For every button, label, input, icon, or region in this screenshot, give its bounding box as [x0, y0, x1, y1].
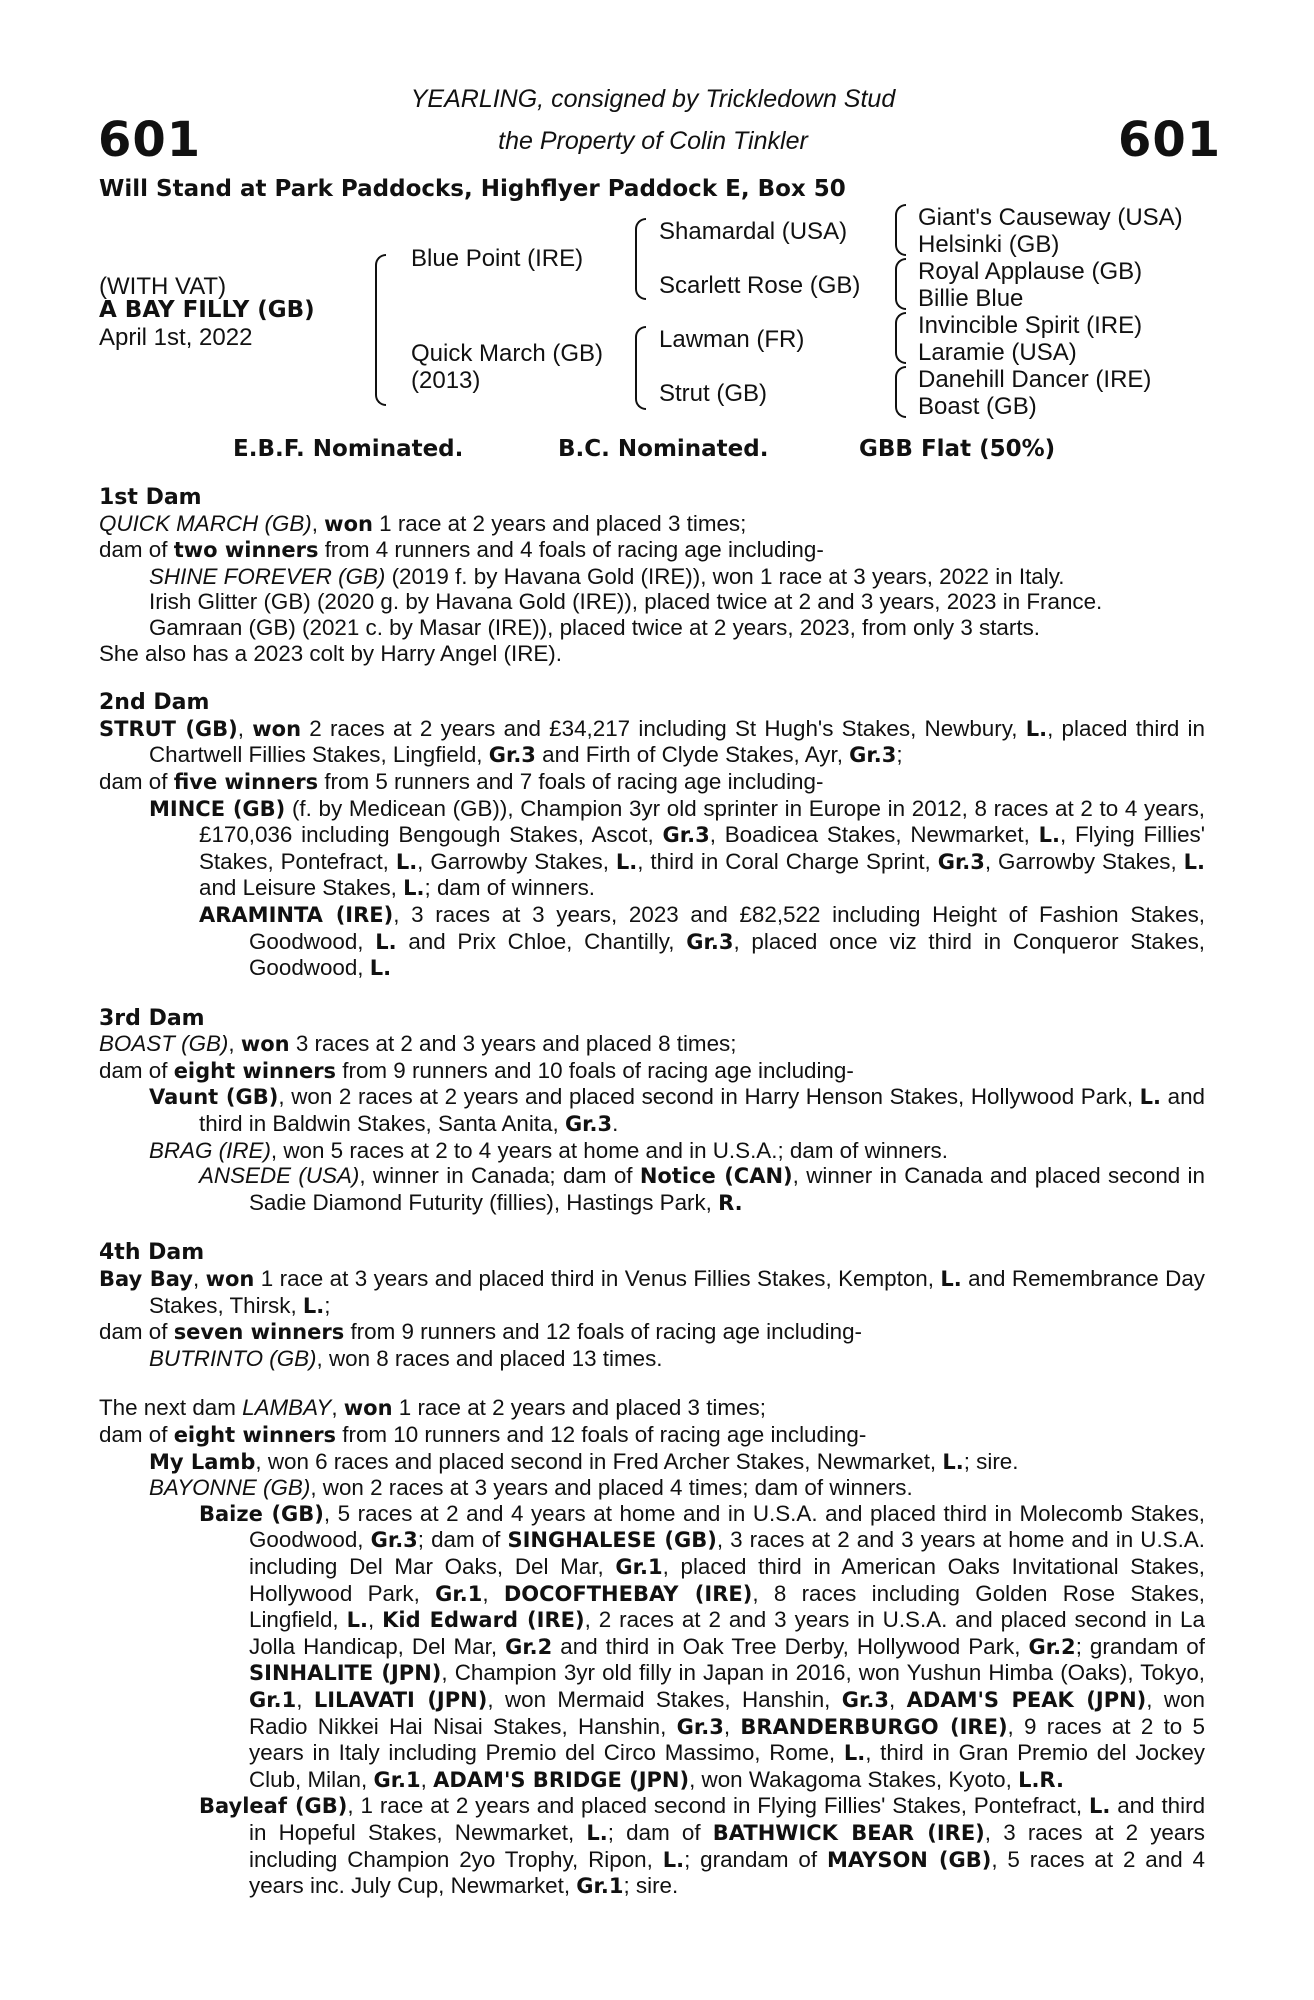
text-run: 3 races at 2 and 3 years and placed 8 times;: [289, 1031, 737, 1057]
text-run: DOCOFTHEBAY (IRE): [503, 1581, 753, 1606]
text-run: from 9 runners and 12 foals of racing age including-: [344, 1319, 863, 1345]
text-run: ; dam of: [607, 1819, 713, 1845]
section-heading: 2nd Dam: [99, 690, 210, 716]
bc-nomination: B.C. Nominated.: [558, 436, 769, 462]
pedigree-brace-gen3-2: [895, 258, 906, 310]
text-run: BOAST (GB): [99, 1031, 229, 1057]
text-run: , won 8 races and placed 13 times.: [316, 1345, 663, 1371]
text-run: ; sire.: [623, 1873, 679, 1899]
dam-year: (2013): [411, 367, 481, 394]
text-run: MAYSON (GB): [826, 1847, 992, 1872]
text-run: Gr.3: [370, 1528, 418, 1553]
text-run: , third in Gran Premio del Jockey Club, Milan,: [249, 1740, 1206, 1792]
text-run: She also has a 2023 colt by Harry Angel (IRE).: [99, 640, 562, 666]
text-run: Gamraan (GB) (2021 c. by Masar (IRE)), placed twice at 2 years, 2023, from only 3 starts.: [149, 614, 1040, 640]
text-run: eight winners: [173, 1058, 337, 1083]
text-run: SINHALITE (JPN): [249, 1661, 442, 1686]
text-run: Notice (CAN): [639, 1164, 793, 1189]
section-body: [99, 1266, 1205, 1371]
text-run: and Leisure Stakes,: [199, 875, 404, 901]
text-run: L.: [942, 1449, 964, 1474]
text-run: , won Mermaid Stakes, Hanshin,: [487, 1686, 842, 1712]
pedigree-paragraph: [99, 537, 1205, 564]
text-run: ,: [311, 510, 325, 536]
text-run: L.: [1038, 823, 1060, 848]
text-run: Gr.1: [373, 1767, 421, 1792]
text-run: , won 2 races at 3 years and placed 4 times; dam of winners.: [310, 1475, 913, 1501]
gen3-name: Giant's Causeway (USA): [918, 204, 1183, 231]
section-body: [99, 1395, 1205, 1899]
text-run: ,: [723, 1713, 741, 1739]
text-run: LILAVATI (JPN): [313, 1687, 488, 1712]
text-run: L.: [346, 1608, 368, 1633]
text-run: , 5 races at 2 and 4 years at home and in U.S.A. and placed third in Molecomb Stakes, Goodwood,: [249, 1500, 1205, 1553]
gen3-name: Billie Blue: [918, 285, 1024, 312]
text-run: , winner in Canada; dam of: [359, 1163, 640, 1189]
dam-sire-name: Lawman (FR): [659, 326, 805, 353]
text-run: , winner in Canada and placed second in Sadie Diamond Futurity (fillies), Hastings Park,: [249, 1163, 1205, 1215]
text-run: dam of: [99, 1319, 174, 1345]
text-run: ; grandam of: [684, 1846, 827, 1872]
text-run: QUICK MARCH (GB): [99, 510, 312, 536]
text-run: L.: [615, 849, 638, 874]
text-run: Gr.3: [676, 1714, 724, 1739]
text-run: ,: [331, 1395, 344, 1421]
text-run: Gr.3: [937, 849, 985, 874]
text-run: ANSEDE (USA): [199, 1163, 360, 1189]
text-run: BUTRINTO (GB): [149, 1345, 317, 1371]
pedigree-paragraph: [199, 1501, 1205, 1794]
text-run: ,: [228, 1031, 241, 1057]
text-run: , Champion 3yr old filly in Japan in 2016, won Yushun Himba (Oaks), Tokyo,: [441, 1660, 1205, 1686]
produce-record: [99, 485, 1205, 1900]
text-run: and third in Oak Tree Derby, Hollywood Park,: [552, 1633, 1029, 1659]
text-run: L.: [940, 1267, 962, 1292]
text-run: BATHWICK BEAR (IRE): [712, 1820, 985, 1845]
text-run: L.: [1183, 849, 1205, 874]
text-run: Vaunt (GB): [149, 1085, 279, 1110]
text-run: Gr.3: [564, 1112, 613, 1137]
text-run: , placed third in Chartwell Fillies Stakes, Lingfield,: [149, 715, 1205, 768]
text-run: and third in Baldwin Stakes, Santa Anita,: [199, 1084, 1205, 1137]
text-run: BAYONNE (GB): [149, 1475, 311, 1501]
text-run: 1 race at 2 years and placed 3 times;: [372, 510, 747, 536]
text-run: ;: [896, 742, 903, 768]
text-run: Baize (GB): [199, 1501, 324, 1526]
text-run: L.R.: [1018, 1767, 1064, 1792]
text-run: Gr.1: [576, 1874, 624, 1899]
ebf-nomination: E.B.F. Nominated.: [233, 436, 464, 462]
text-run: , 3 races at 3 years, 2023 and £82,522 including Height of Fashion Stakes, Goodwood,: [249, 901, 1205, 954]
pedigree-paragraph: [99, 511, 1205, 538]
pedigree-brace-main: [375, 254, 386, 406]
text-run: Gr.3: [849, 743, 897, 768]
text-run: SHINE FOREVER (GB): [149, 563, 386, 589]
text-run: ,: [237, 715, 253, 741]
text-run: BRAG (IRE): [149, 1137, 271, 1163]
text-run: ARAMINTA (IRE): [199, 902, 394, 927]
text-run: , Garrowby Stakes,: [984, 848, 1184, 874]
text-run: L.: [1025, 716, 1048, 741]
dam-section: [99, 1240, 1205, 1371]
pedigree-paragraph: [149, 1084, 1205, 1137]
text-run: ; dam of: [417, 1527, 508, 1553]
text-run: L.: [1139, 1085, 1162, 1110]
pedigree-brace-sire: [635, 218, 646, 300]
pedigree-brace-gen3-3: [895, 312, 906, 364]
dam-section: [99, 1006, 1205, 1217]
property-line: the Property of Colin Tinkler: [498, 127, 808, 155]
lot-number-right: 601: [1118, 112, 1222, 168]
section-body: [99, 511, 1205, 667]
text-run: , third in Coral Charge Sprint,: [637, 848, 938, 874]
sire-name: Blue Point (IRE): [411, 245, 584, 272]
text-run: .: [612, 1111, 619, 1137]
pedigree-paragraph: [149, 1449, 1205, 1476]
text-run: 1 race at 3 years and placed third in Venus Fillies Stakes, Kempton,: [254, 1266, 941, 1292]
text-run: ADAM'S BRIDGE (JPN): [433, 1767, 690, 1792]
pedigree-paragraph: [99, 1058, 1205, 1085]
text-run: LAMBAY: [242, 1395, 332, 1421]
text-run: won: [205, 1267, 255, 1292]
gen3-name: Royal Applause (GB): [918, 258, 1143, 285]
text-run: from 10 runners and 12 foals of racing age including-: [336, 1422, 867, 1447]
text-run: won: [240, 1032, 290, 1057]
text-run: (2019 f. by Havana Gold (IRE)), won 1 race at 3 years, 2022 in Italy.: [385, 563, 1065, 589]
text-run: , 2 races at 2 and 3 years in U.S.A. and placed second in La Jolla Handicap, Del Mar,: [249, 1607, 1205, 1659]
pedigree-paragraph: [99, 1031, 1205, 1058]
text-run: , 9 races at 2 to 5 years in Italy including Premio del Circo Massimo, Rome,: [249, 1713, 1205, 1766]
pedigree-paragraph: [199, 902, 1205, 982]
text-run: Kid Edward (IRE): [382, 1608, 585, 1633]
horse-name: A BAY FILLY (GB): [99, 297, 315, 323]
text-run: Gr.3: [488, 743, 536, 768]
text-run: L.: [375, 929, 397, 954]
gen3-name: Helsinki (GB): [918, 231, 1060, 258]
text-run: from 5 runners and 7 foals of racing age including-: [318, 768, 824, 794]
text-run: L.: [369, 956, 392, 981]
text-run: L.: [403, 876, 425, 901]
text-run: Gr.2: [1028, 1634, 1076, 1659]
text-run: , won Wakagoma Stakes, Kyoto,: [689, 1766, 1019, 1792]
pedigree-paragraph: [149, 1138, 1205, 1164]
text-run: ,: [296, 1686, 314, 1712]
text-run: from 9 runners and 10 foals of racing age including-: [336, 1057, 854, 1083]
text-run: Bay Bay: [99, 1267, 193, 1292]
text-run: ; dam of winners.: [424, 875, 595, 901]
text-run: , won Radio Nikkei Hai Nisai Stakes, Hanshin,: [249, 1686, 1205, 1739]
text-run: ,: [367, 1607, 383, 1633]
gbb-nomination: GBB Flat (50%): [859, 436, 1056, 462]
text-run: L.: [586, 1820, 608, 1845]
text-run: SINGHALESE (GB): [507, 1528, 717, 1553]
text-run: STRUT (GB): [99, 716, 238, 741]
sire-sire-name: Shamardal (USA): [659, 218, 848, 245]
pedigree-paragraph: [149, 564, 1205, 590]
text-run: Gr.1: [615, 1554, 663, 1579]
text-run: BRANDERBURGO (IRE): [740, 1714, 1008, 1739]
text-run: ,: [889, 1686, 907, 1712]
text-run: two winners: [173, 538, 319, 563]
lot-number-left: 601: [98, 112, 202, 168]
text-run: , won 2 races at 2 years and placed second in Harry Henson Stakes, Hollywood Park,: [278, 1084, 1140, 1110]
text-run: ADAM'S PEAK (JPN): [906, 1687, 1147, 1712]
section-heading: 4th Dam: [99, 1240, 205, 1266]
text-run: ;: [324, 1292, 331, 1318]
pedigree-paragraph: [99, 716, 1205, 769]
text-run: Gr.3: [662, 823, 710, 848]
text-run: ,: [192, 1266, 206, 1292]
text-run: L.: [395, 849, 418, 874]
text-run: and Remembrance Day Stakes, Thirsk,: [149, 1266, 1205, 1318]
text-run: Gr.1: [249, 1687, 297, 1712]
foaling-date: April 1st, 2022: [99, 324, 253, 351]
pedigree-paragraph: [149, 615, 1205, 641]
text-run: My Lamb: [149, 1449, 256, 1474]
section-heading: 3rd Dam: [99, 1005, 205, 1031]
text-run: , placed once viz third in Conqueror Stakes, Goodwood,: [249, 928, 1206, 981]
gen3-name: Boast (GB): [918, 393, 1037, 420]
dam-section: [99, 485, 1205, 666]
text-run: R.: [718, 1190, 743, 1215]
dam-dam-name: Strut (GB): [659, 380, 768, 407]
pedigree-paragraph: [149, 1346, 1205, 1372]
text-run: The next dam: [99, 1395, 243, 1421]
text-run: Gr.3: [841, 1687, 889, 1712]
text-run: Irish Glitter (GB) (2020 g. by Havana Gold (IRE)), placed twice at 2 and 3 years, 2023 in France.: [149, 589, 1103, 615]
text-run: eight winners: [173, 1423, 337, 1447]
text-run: L.: [302, 1293, 325, 1318]
text-run: ,: [482, 1580, 504, 1606]
text-run: from 4 runners and 4 foals of racing age including-: [318, 537, 824, 563]
text-run: dam of: [99, 1422, 174, 1447]
text-run: , placed third in American Oaks Invitational Stakes, Hollywood Park,: [249, 1553, 1205, 1606]
pedigree-paragraph: [99, 641, 1205, 667]
pedigree-paragraph: [99, 769, 1205, 796]
stand-location: Will Stand at Park Paddocks, Highflyer Paddock E, Box 50: [99, 176, 846, 202]
text-run: five winners: [173, 769, 319, 794]
pedigree-paragraph: [99, 1422, 1205, 1449]
text-run: Gr.2: [505, 1634, 553, 1659]
gen3-name: Laramie (USA): [918, 339, 1077, 366]
text-run: , won 6 races and placed second in Fred Archer Stakes, Newmarket,: [255, 1448, 943, 1474]
pedigree-paragraph: [199, 1163, 1205, 1216]
text-run: L.: [662, 1847, 685, 1872]
text-run: L.: [1088, 1794, 1111, 1819]
pedigree-brace-dam: [635, 326, 646, 410]
text-run: , Flying Fillies' Stakes, Pontefract,: [199, 822, 1206, 874]
text-run: won: [343, 1396, 393, 1421]
text-run: ,: [420, 1766, 434, 1792]
text-run: and Firth of Clyde Stakes, Ayr,: [535, 742, 850, 768]
text-run: ; grandam of: [1075, 1633, 1205, 1659]
text-run: Bayleaf (GB): [199, 1794, 348, 1819]
pedigree-paragraph: [99, 1395, 1205, 1422]
text-run: 2 races at 2 years and £34,217 including St Hugh's Stakes, Newbury,: [301, 715, 1026, 741]
pedigree-paragraph: [99, 1266, 1205, 1319]
text-run: (f. by Medicean (GB)), Champion 3yr old sprinter in Europe in 2012, 8 races at 2 to 4 years, £170,036 including Bengough Stakes, Ascot,: [199, 795, 1205, 848]
section-heading: 1st Dam: [99, 485, 202, 510]
dam-name: Quick March (GB): [411, 340, 604, 367]
text-run: , 1 race at 2 years and placed second in Flying Fillies' Stakes, Pontefract,: [347, 1793, 1089, 1819]
dam-section: [99, 1395, 1205, 1899]
text-run: , 8 races including Golden Rose Stakes, Lingfield,: [249, 1580, 1205, 1633]
text-run: , Garrowby Stakes,: [417, 848, 616, 874]
gen3-name: Invincible Spirit (IRE): [918, 312, 1143, 339]
text-run: won: [324, 511, 373, 536]
text-run: Gr.1: [435, 1581, 483, 1606]
text-run: and Prix Chloe, Chantilly,: [396, 928, 687, 954]
text-run: , 3 races at 2 years including Champion 2yo Trophy, Ripon,: [249, 1819, 1205, 1872]
text-run: 1 race at 2 years and placed 3 times;: [392, 1395, 766, 1421]
pedigree-paragraph: [149, 796, 1205, 902]
pedigree-paragraph: [149, 589, 1205, 615]
text-run: L.: [843, 1741, 866, 1766]
pedigree-paragraph: [149, 1475, 1205, 1501]
dam-section: [99, 690, 1205, 982]
text-run: dam of: [99, 1057, 174, 1083]
text-run: , won 5 races at 2 to 4 years at home and in U.S.A.; dam of winners.: [270, 1137, 948, 1163]
section-body: [99, 716, 1205, 982]
section-body: [99, 1031, 1205, 1216]
consignment-line: YEARLING, consigned by Trickledown Stud: [410, 85, 896, 113]
text-run: ; sire.: [963, 1448, 1019, 1474]
pedigree-brace-gen3-4: [895, 366, 906, 418]
pedigree-paragraph: [199, 1793, 1205, 1899]
pedigree-paragraph: [99, 1319, 1205, 1346]
pedigree-brace-gen3-1: [895, 204, 906, 256]
text-run: and third in Hopeful Stakes, Newmarket,: [249, 1793, 1206, 1845]
vat-note: (WITH VAT): [99, 273, 227, 300]
sire-dam-name: Scarlett Rose (GB): [659, 272, 861, 299]
text-run: MINCE (GB): [149, 796, 286, 821]
text-run: , 5 races at 2 and 4 years inc. July Cup, Newmarket,: [249, 1846, 1205, 1899]
text-run: dam of: [99, 537, 174, 563]
text-run: won: [252, 716, 302, 741]
text-run: dam of: [99, 768, 174, 794]
text-run: Gr.3: [686, 929, 734, 954]
text-run: , 3 races at 2 and 3 years at home and in U.S.A. including Del Mar Oaks, Del Mar,: [249, 1527, 1205, 1579]
text-run: seven winners: [173, 1320, 345, 1345]
gen3-name: Danehill Dancer (IRE): [918, 366, 1152, 393]
text-run: , Boadicea Stakes, Newmarket,: [709, 822, 1039, 848]
